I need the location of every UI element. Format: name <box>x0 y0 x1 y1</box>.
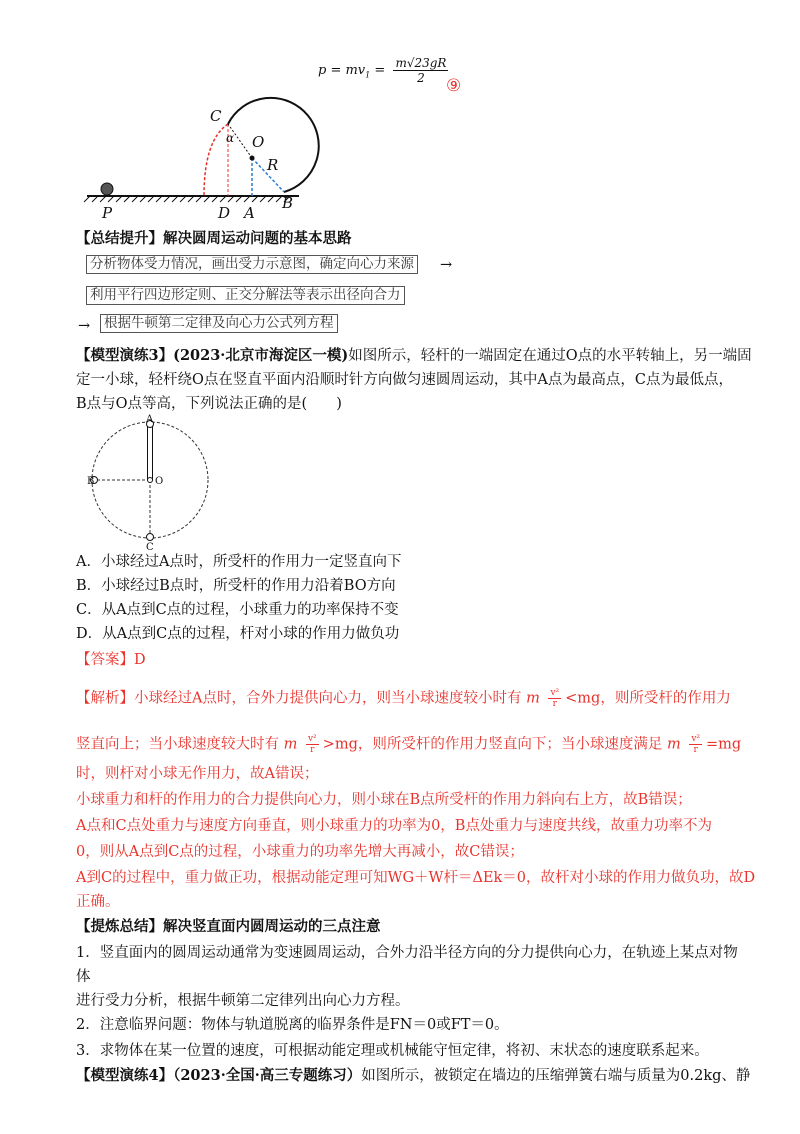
analysis-line5: A点和C点处重力与速度方向垂直，则小球重力的功率为0，B点处重力与速度共线，故重力功率不为 <box>76 818 712 834</box>
fig2-label-O: O <box>155 476 164 487</box>
frac-2-num: v² <box>307 734 317 744</box>
option-d: D．从A点到C点的过程，杆对小球的作用力做负功 <box>76 626 400 642</box>
label-D: D <box>218 204 231 222</box>
answer: 【答案】D <box>76 652 146 668</box>
summary2-p1b: 体 <box>76 969 91 985</box>
q3-text1: 如图所示，轻杆的一端固定在通过O点的水平转轴上，另一端固 <box>348 348 752 364</box>
analysis-text2b: >mg，则所受杆的作用力竖直向下；当小球速度满足 <box>322 736 663 753</box>
analysis-text1a: 小球经过A点时，合外力提供向心力，则当小球速度较小时有 <box>134 690 522 707</box>
analysis-line6: 0，则从A点到C点的过程，小球重力的功率先增大再减小，故C错误； <box>76 844 524 860</box>
frac-1 <box>548 688 561 709</box>
formula-numerator: m√23gR <box>395 56 447 70</box>
summary1-step2: 利用平行四边形定则、正交分解法等表示出径向合力 <box>86 286 405 305</box>
analysis-line4: 小球重力和杆的作用力的合力提供向心力，则小球在B点所受杆的作用力斜向右上方，故B错误； <box>76 792 692 808</box>
formula-lhs: p = mv <box>318 63 366 78</box>
frac-2 <box>306 734 319 755</box>
q3-line3: B点与O点等高，下列说法正确的是( ) <box>76 396 342 412</box>
arrow-1: → <box>440 257 453 273</box>
frac-1-den: r <box>552 699 557 709</box>
analysis-line3: 时，则杆对小球无作用力，故A错误； <box>76 766 319 782</box>
arrow-2: → <box>78 318 91 334</box>
label-R: R <box>267 156 279 174</box>
frac-3-den: r <box>693 745 698 755</box>
fig2-label-C: C <box>146 542 154 553</box>
analysis-tag: 【解析】 <box>76 690 134 707</box>
analysis-text1b: <mg，则所受杆的作用力 <box>565 690 731 707</box>
analysis-text2a: 竖直向上；当小球速度较大时有 <box>76 736 279 753</box>
summary2-title: 【提炼总结】解决竖直面内圆周运动的三点注意 <box>76 918 381 935</box>
analysis-line2 <box>76 734 741 755</box>
q4-line1 <box>76 1066 750 1086</box>
label-O: O <box>252 133 265 151</box>
label-A: A <box>244 204 255 222</box>
momentum-formula <box>318 56 448 85</box>
q3-source: (2023·北京市海淀区一模) <box>173 347 349 364</box>
analysis-text2c: =mg <box>706 736 742 753</box>
label-C: C <box>210 107 222 125</box>
label-B: B <box>282 194 294 212</box>
option-b: B．小球经过B点时，所受杆的作用力沿着BO方向 <box>76 578 396 594</box>
option-c: C．从A点到C点的过程，小球重力的功率保持不变 <box>76 602 399 618</box>
summary2-p1a: 1．竖直面内的圆周运动通常为变速圆周运动，合外力沿半径方向的分力提供向心力，在轨迹上某点对物 <box>76 945 738 961</box>
label-P: P <box>102 204 113 222</box>
q3-tag: 【模型演练3】 <box>76 347 174 364</box>
formula-denominator: 2 <box>417 71 425 85</box>
summary1-step3: 根据牛顿第二定律及向心力公式列方程 <box>100 314 338 333</box>
q4-tag: 【模型演练4】 <box>76 1067 174 1084</box>
option-a: A．小球经过A点时，所受杆的作用力一定竖直向下 <box>76 554 402 570</box>
q3-line2: 定一小球，轻杆绕O点在竖直平面内沿顺时针方向做匀速圆周运动，其中A点为最高点，C点为最低点， <box>76 372 733 388</box>
frac-2-den: r <box>310 745 315 755</box>
frac-m-1: m <box>526 690 540 707</box>
fig2-label-A: A <box>146 414 154 425</box>
frac-1-num: v² <box>550 688 560 698</box>
analysis-line1 <box>76 688 731 709</box>
rod-circle-figure <box>87 414 218 553</box>
q4-text: 如图所示，被锁定在墙边的压缩弹簧右端与质量为0.2kg、静 <box>361 1068 751 1084</box>
analysis-line8: 正确。 <box>76 894 120 910</box>
track-figure <box>84 100 314 224</box>
summary2-p2: 2．注意临界问题：物体与轨道脱离的临界条件是FN＝0或FT＝0。 <box>76 1017 509 1033</box>
frac-m-2: m <box>283 736 298 753</box>
label-alpha: α <box>226 131 235 145</box>
q3-line1 <box>76 346 752 366</box>
formula-sub: 1 <box>365 70 371 80</box>
frac-3 <box>689 734 702 755</box>
summary1-step1: 分析物体受力情况，画出受力示意图，确定向心力来源 <box>86 255 418 274</box>
equation-tag: ⑨ <box>446 76 462 96</box>
fig2-label-B: B <box>87 476 95 487</box>
frac-m-3: m <box>666 736 681 753</box>
frac-3-num: v² <box>691 734 701 744</box>
q4-source: （2023·全国·高三专题练习） <box>173 1067 362 1084</box>
summary1-title: 【总结提升】解决圆周运动问题的基本思路 <box>76 230 352 247</box>
analysis-line7: A到C的过程中，重力做正功，根据动能定理可知WG＋W杆＝ΔEk＝0，故杆对小球的作用力做负功，故D <box>76 870 756 886</box>
summary2-p3: 3．求物体在某一位置的速度，可根据动能定理或机械能守恒定律，将初、末状态的速度联系起来。 <box>76 1043 709 1059</box>
summary2-p1c: 进行受力分析，根据牛顿第二定律列出向心力方程。 <box>76 993 410 1009</box>
formula-eq: = <box>374 63 386 78</box>
